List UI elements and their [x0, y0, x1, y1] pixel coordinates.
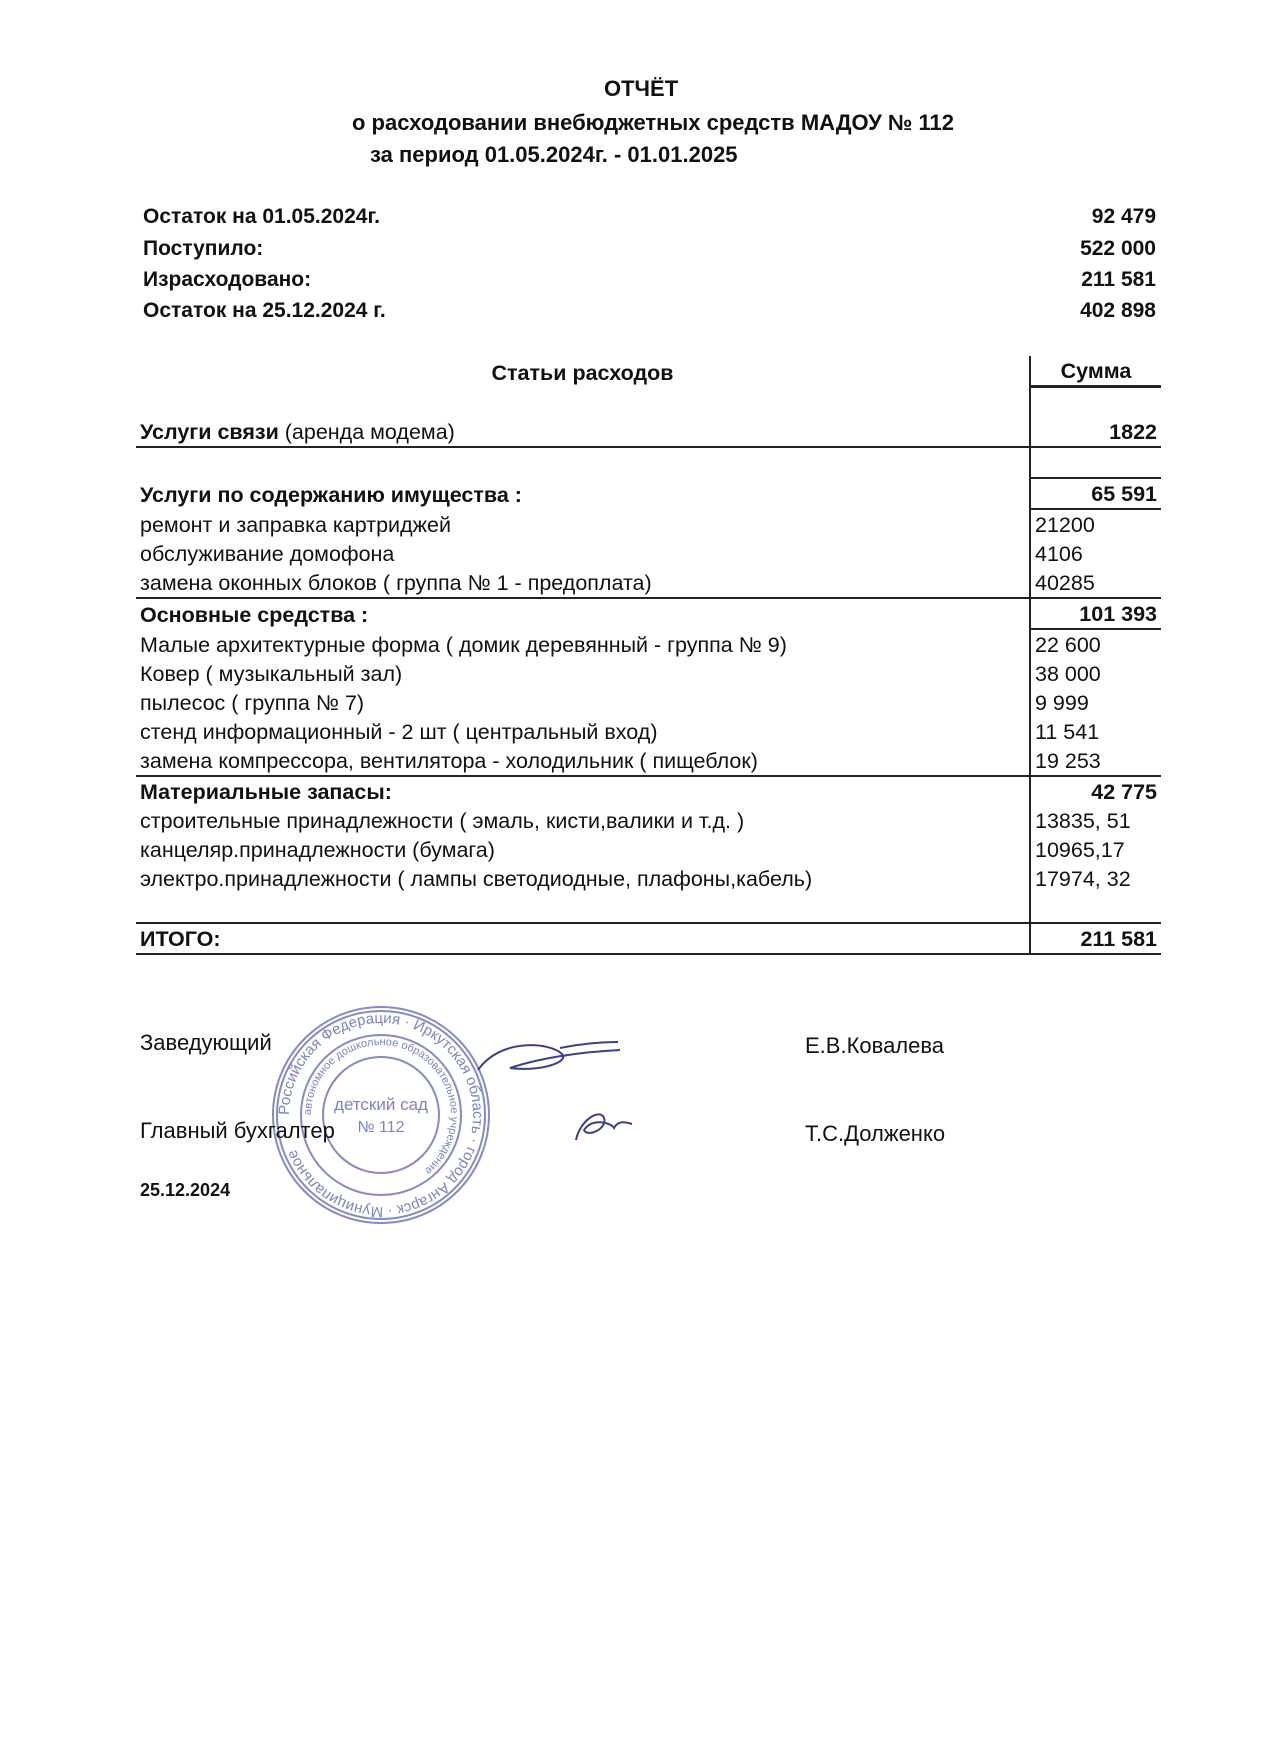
- item-name: замена компрессора, вентилятора - холодильник ( пищеблок): [140, 749, 758, 773]
- table-row: [136, 806, 1161, 835]
- section-title: Услуги связи (аренда модема): [140, 420, 455, 444]
- summary-value: 402 898: [1080, 299, 1156, 322]
- summary-row-closing-balance: [143, 299, 1156, 323]
- item-value: 10965,17: [1030, 835, 1161, 864]
- stamp-center-text: детский сад: [334, 1095, 428, 1114]
- stamp-number: № 112: [357, 1119, 405, 1136]
- accountant-signature: [570, 1100, 640, 1150]
- item-value: 22 600: [1030, 629, 1161, 659]
- spacer-row: [136, 893, 1161, 923]
- item-name: ремонт и заправка картриджей: [140, 513, 451, 537]
- section-title: Основные средства :: [136, 598, 1030, 629]
- column-header-items: Статьи расходов: [491, 360, 674, 385]
- item-name: обслуживание домофона: [140, 542, 395, 566]
- spacer-row: [136, 387, 1161, 418]
- accountant-role: Главный бухгалтер: [140, 1118, 335, 1143]
- summary-value: 211 581: [1081, 268, 1156, 291]
- table-row: [136, 835, 1161, 864]
- item-value: 17974, 32: [1030, 864, 1161, 893]
- section-total: 65 591: [1030, 478, 1161, 509]
- item-value: 4106: [1030, 539, 1161, 568]
- report-period: за период 01.05.2024г. - 01.01.2025: [370, 142, 738, 167]
- report-title: ОТЧЁТ: [604, 76, 679, 101]
- head-name: Е.В.Ковалева: [805, 1033, 945, 1058]
- section-title: Услуги по содержанию имущества :: [140, 483, 522, 507]
- section-total: 101 393: [1030, 598, 1161, 629]
- section-total: 42 775: [1030, 776, 1161, 806]
- item-value: 11 541: [1030, 717, 1161, 746]
- item-name: пылесос ( группа № 7): [140, 691, 365, 715]
- item-name: Ковер ( музыкальный зал): [140, 662, 403, 686]
- total-label: ИТОГО:: [136, 923, 1030, 954]
- official-stamp: [266, 1000, 496, 1230]
- summary-value: 522 000: [1080, 237, 1156, 260]
- column-header-sum: Сумма: [1030, 356, 1161, 387]
- item-name: стенд информационный - 2 шт ( центральный вход): [140, 720, 658, 744]
- stamp-middle-text: автономное дошкольное образовательное учреждение: [301, 1035, 461, 1177]
- summary-label: Остаток на 25.12.2024 г.: [143, 299, 386, 322]
- summary-row-received: [143, 237, 1156, 261]
- item-value: 38 000: [1030, 659, 1161, 688]
- section-total: 1822: [1030, 417, 1161, 447]
- section-title: Материальные запасы:: [136, 776, 1030, 806]
- section-row-communication: [136, 417, 1161, 447]
- item-value: 21200: [1030, 509, 1161, 539]
- table-row: [136, 629, 1161, 659]
- expense-table: [136, 356, 1161, 955]
- summary-label: Остаток на 01.05.2024г.: [143, 205, 380, 228]
- item-name: Малые архитектурные форма ( домик деревянный - группа № 9): [140, 633, 787, 657]
- item-name: электро.принадлежности ( лампы светодиодные, плафоны,кабель): [140, 867, 813, 891]
- item-value: 9 999: [1030, 688, 1161, 717]
- item-name: строительные принадлежности ( эмаль, кисти,валики и т.д. ): [140, 809, 745, 833]
- stamp-outer-text: Российская Федерация · Иркутская область · город Ангарск · Муниципальное: [275, 1009, 487, 1221]
- table-row: [136, 659, 1161, 688]
- item-name: канцеляр.принадлежности (бумага): [140, 838, 495, 862]
- section-row-materials: [136, 776, 1161, 806]
- table-header-row: [136, 356, 1161, 387]
- summary-row-opening-balance: [143, 205, 1156, 229]
- summary-row-spent: [143, 268, 1156, 292]
- summary-value: 92 479: [1091, 205, 1156, 228]
- head-role: Заведующий: [140, 1030, 272, 1055]
- summary-label: Израсходовано:: [143, 268, 312, 291]
- item-value: 13835, 51: [1030, 806, 1161, 835]
- item-value: 19 253: [1030, 746, 1161, 776]
- table-row: [136, 864, 1161, 893]
- total-row: [136, 923, 1161, 954]
- table-row: [136, 568, 1161, 598]
- report-date: 25.12.2024: [140, 1180, 231, 1200]
- item-value: 40285: [1030, 568, 1161, 598]
- accountant-name: Т.С.Долженко: [805, 1121, 946, 1146]
- section-row-fixed-assets: [136, 598, 1161, 629]
- table-row: [136, 717, 1161, 746]
- head-signature: [470, 1028, 630, 1088]
- table-row: [136, 688, 1161, 717]
- table-row: [136, 509, 1161, 539]
- spacer-row: [136, 447, 1161, 478]
- section-row-maintenance: [136, 478, 1161, 509]
- report-subtitle: о расходовании внебюджетных средств МАДОУ № 112: [352, 110, 955, 135]
- table-row: [136, 539, 1161, 568]
- total-value: 211 581: [1030, 923, 1161, 954]
- table-row: [136, 746, 1161, 776]
- summary-label: Поступило:: [143, 237, 264, 260]
- item-name: замена оконных блоков ( группа № 1 - предоплата): [140, 571, 652, 595]
